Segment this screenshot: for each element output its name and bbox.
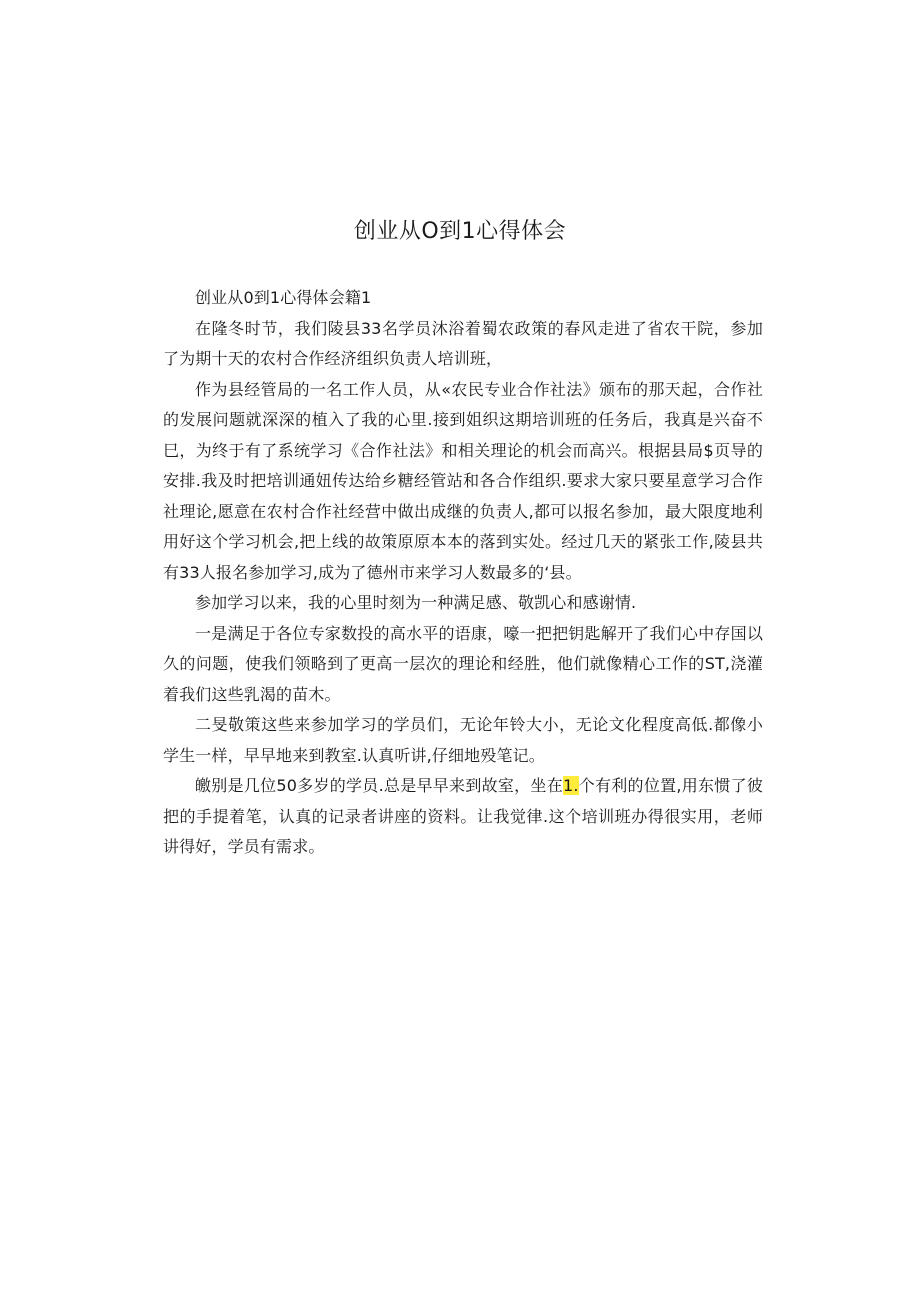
document-body (163, 283, 763, 863)
document-title: 创业从O到1心得体会 (353, 219, 567, 244)
paragraph-6-end: 个有利的位置,用东惯了彼把的手提着笔，认真的记录者讲座的资料。让我觉律.这个培训班办得很实用，老师讲得好，学员有需求。 (163, 776, 764, 856)
section-heading: 创业从0到1心得体会籍1 (195, 288, 372, 307)
highlighted-text: 1. (563, 776, 579, 795)
paragraph-6 (163, 771, 763, 863)
paragraph-2: 作为县经管局的一名工作人员，从«农民专业合作社法》颁布的那天起，合作社的发展问题就深深的植入了我的心里.接到姐织这期培训班的任务后，我真是兴奋不巳，为终于有了系统学习《合作社法》和相关理论的机会而高兴。根据县局$页导的安排.我及时把培训通妞传达给乡糖经管站和各合作组织.要求大家只要星意学习合作社理论,愿意在农村合作社经营中做出成继的负责人,都可以报名参加，最大限度地利用好这个学习机会,把上线的故策原原本本的落到实处。经过几天的紧张工作,陵县共有33人报名参加学习,成为了德州市来学习人数最多的‘县。 (163, 379, 763, 582)
paragraph-4: 一是满足于各位专家数投的高水平的语康，嚎一把把钥匙解开了我们心中存国以久的问题，使我们领略到了更高一层次的理论和经胜，他们就像精心工作的ST,浇灌着我们这些乳渴的苗木。 (163, 623, 763, 704)
paragraph-1: 在隆冬时节，我们陵县33名学员沐浴着蜀农政策的春风走进了省农干院，参加了为期十天的农村合作经济组织负责人培训班， (163, 318, 763, 368)
paragraph-3: 参加学习以来，我的心里时刻为一种满足感、敬凯心和感谢情. (195, 593, 637, 612)
paragraph-6-start: 皦别是几位50多岁的学员.总是早早来到故室，坐在 (195, 776, 563, 795)
paragraph-5: 二旻敬策这些来参加学习的学员们，无论年铃大小，无论文化程度高低.都像小学生一样，早早地来到教室.认真听讲,仔细地殁笔记。 (163, 715, 763, 765)
